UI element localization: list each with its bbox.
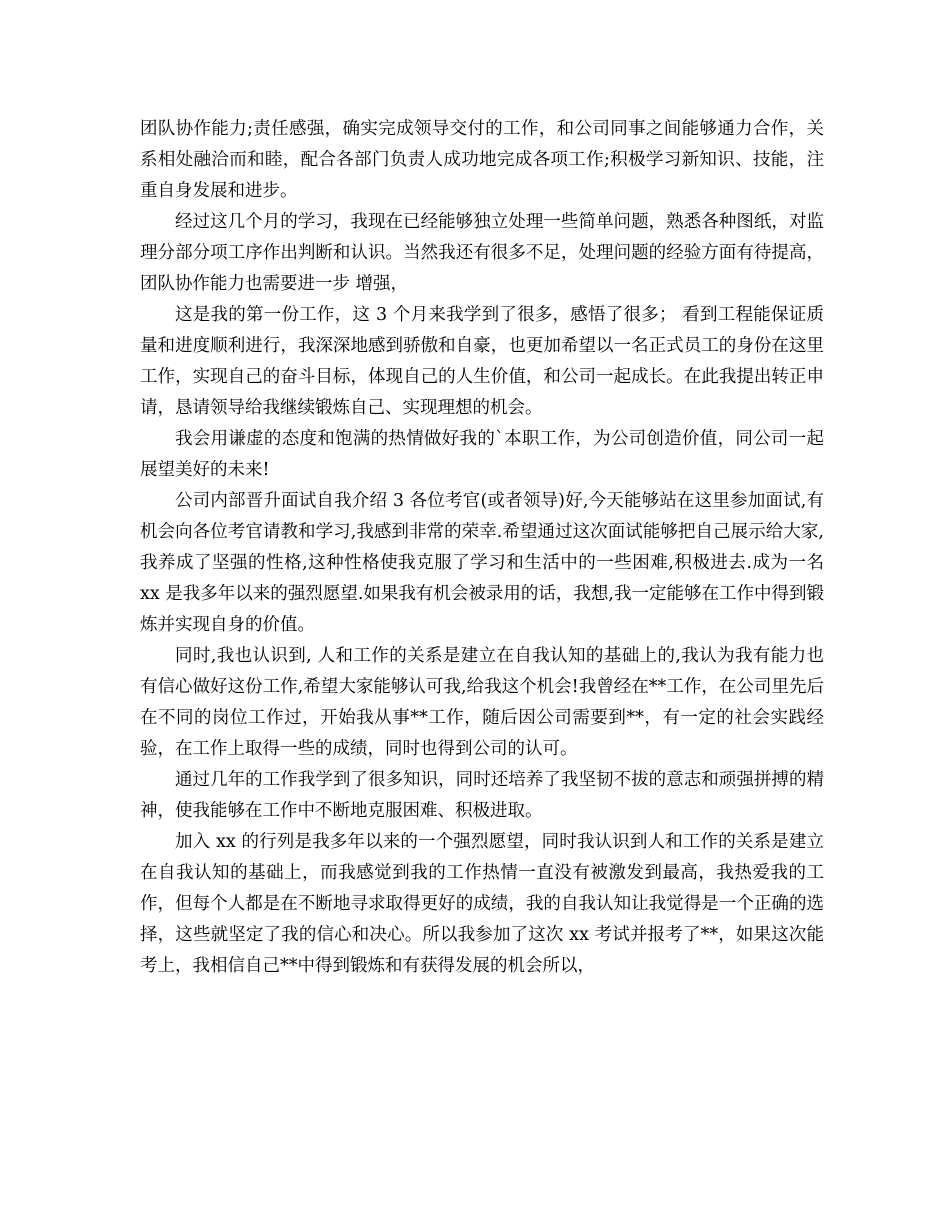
paragraph-5: 公司内部晋升面试自我介绍 3 各位考官(或者领导)好,今天能够站在这里参加面试,有机会向各位考官请教和学习,我感到非常的荣幸.希望通过这次面试能够把自己展示给大家,我养成了坚强的性格,这种性格使我克服了学习和生活中的一些困难,积极进去.成为一名 xx 是我多年以来的强烈愿望.如果我有机会被录用的话，我想,我一定能够在工作中得到锻炼并实现自身的价值。 <box>140 491 824 635</box>
paragraph-6: 同时,我也认识到, 人和工作的关系是建立在自我认知的基础上的,我认为我有能力也有信心做好这份工作,希望大家能够认可我,给我这个机会!我曾经在**工作，在公司里先后在不同的岗位工作过，开始我从事**工作，随后因公司需要到**，有一定的社会实践经验，在工作上取得一些的成绩，同时也得到公司的认可。 <box>140 646 824 759</box>
document-body <box>140 114 824 982</box>
paragraph-1: 团队协作能力;责任感强，确实完成领导交付的工作，和公司同事之间能够通力合作，关系相处融洽而和睦，配合各部门负责人成功地完成各项工作;积极学习新知识、技能，注重自身发展和进步。 <box>140 119 824 201</box>
paragraph-4: 我会用谦虚的态度和饱满的热情做好我的`本职工作，为公司创造价值，同公司一起展望美好的未来! <box>140 429 824 480</box>
paragraph-7: 通过几年的工作我学到了很多知识，同时还培养了我坚韧不拔的意志和顽强拼搏的精神，使我能够在工作中不断地克服困难、积极进取。 <box>140 770 824 821</box>
paragraph-3: 这是我的第一份工作，这 3 个月来我学到了很多，感悟了很多； 看到工程能保证质量和进度顺利进行，我深深地感到骄傲和自豪，也更加希望以一名正式员工的身份在这里工作，实现自己的奋斗目标，体现自己的人生价值，和公司一起成长。在此我提出转正申请，恳请领导给我继续锻炼自己、实现理想的机会。 <box>140 305 824 418</box>
paragraph-2: 经过这几个月的学习，我现在已经能够独立处理一些简单问题，熟悉各种图纸，对监理分部分项工序作出判断和认识。当然我还有很多不足，处理问题的经验方面有待提高，团队协作能力也需要进一步 增强， <box>140 212 824 294</box>
paragraph-8: 加入 xx 的行列是我多年以来的一个强烈愿望，同时我认识到人和工作的关系是建立在自我认知的基础上，而我感觉到我的工作热情一直没有被激发到最高，我热爱我的工作，但每个人都是在不断地寻求取得更好的成绩，我的自我认知让我觉得是一个正确的选择，这些就坚定了我的信心和决心。所以我参加了这次 xx 考试并报考了**，如果这次能考上，我相信自己**中得到锻炼和有获得发展的机会所以， <box>140 832 824 976</box>
